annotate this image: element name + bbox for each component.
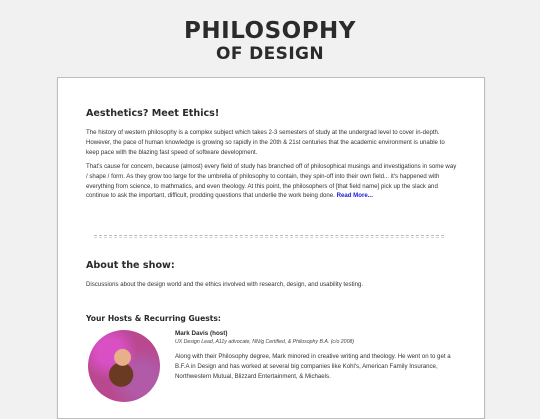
avatar — [88, 330, 160, 402]
section-divider — [94, 235, 444, 236]
article-paragraph-2-text: That's cause for concern, because (almost) every field of study has branched off of philosophical musings and investigations in some way / shape / form. As they grow too large for the umbrella of philosophy to contain, they spin-off into their own field... it's happened with everything from science, to mathmatics, and even theology. At this point, the philosophers of [that field name] pick up the slack and continue to ask the important, difficult, prodding questions that underlie the work being done. — [86, 163, 457, 200]
read-more-link[interactable]: Read More... — [336, 192, 373, 200]
section-divider-shadow — [94, 237, 444, 238]
hosts-heading: Your Hosts & Recurring Guests: — [86, 314, 221, 323]
host-role: UX Design Lead, A11y advocate, NN/g Certified, & Philosophy B.A. (c/o 2008) — [175, 339, 355, 345]
about-heading: About the show: — [86, 260, 175, 271]
article-heading: Aesthetics? Meet Ethics! — [86, 108, 220, 119]
site-title — [0, 20, 540, 63]
content-card — [57, 77, 485, 419]
article-paragraph-2 — [86, 162, 458, 201]
site-title-line2: OF DESIGN — [215, 44, 325, 64]
host-bio: Along with their Philosophy degree, Mark minored in creative writing and theology. He went on to get a B.F.A in Design and has worked at several big companies like Kohl's, American Family Insurance, Northwestern Mutual, Blizzard Entertainment, & Michaels. — [175, 353, 451, 380]
site-title-line1: PHILOSOPHY — [184, 18, 356, 44]
article-paragraph-1: The history of western philosophy is a complex subject which takes 2-3 semesters of study at the undergrad level to cover in-depth. However, the pace of human knowledge is growing so rapidly in the 20th & 21st centuries that the academic environment is unable to keep pace with the blazing fast speed of software development. — [86, 129, 445, 156]
host-name: Mark Davis (host) — [175, 330, 228, 337]
about-text: Discussions about the design world and the ethics involved with research, design, and usability testing. — [86, 281, 364, 288]
